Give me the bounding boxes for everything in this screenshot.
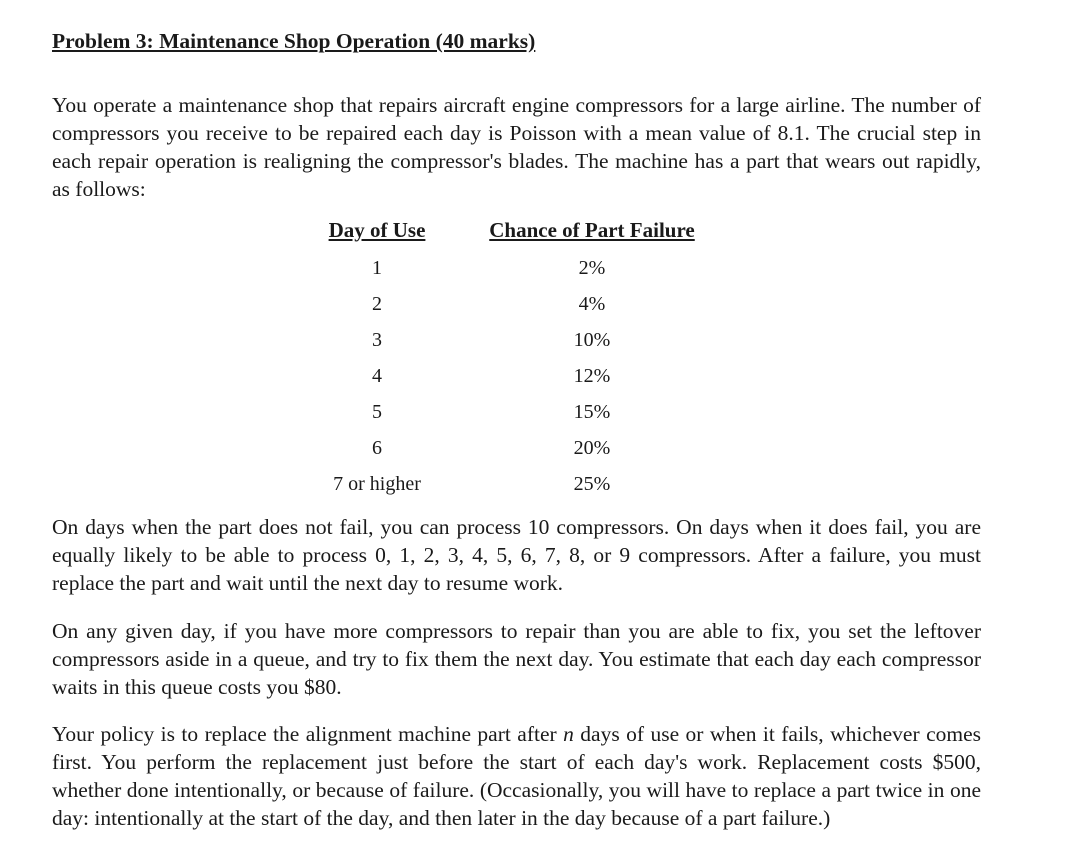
chance-cell: 4% — [578, 293, 606, 315]
header-day-of-use: Day of Use — [328, 218, 426, 242]
chance-cell: 20% — [573, 437, 611, 459]
policy-text-after: days of use or when it fails, whichever comes first. You perform the replacement just before the start of each day's work. Replacement costs $500, whether done intentionally, or because of failure. (Occasionally, you will have to replace a part twice in one day: intentionally at the start of the day, and then later in the day because of a part failure.) — [52, 722, 981, 830]
problem-title: Problem 3: Maintenance Shop Operation (40 marks) — [52, 29, 536, 53]
processing-paragraph: On days when the part does not fail, you can process 10 compressors. On days when it does fail, you are equally likely to be able to process 0, 1, 2, 3, 4, 5, 6, 7, 8, or 9 compressors. After a failure, you must replace the part and wait until the next day to resume work. — [52, 515, 981, 595]
chance-cell: 2% — [578, 257, 606, 279]
chance-cell: 15% — [573, 401, 611, 423]
day-cell: 3 — [372, 329, 382, 351]
variable-n: n — [563, 722, 574, 746]
policy-text-before: Your policy is to replace the alignment machine part after — [52, 722, 564, 746]
chance-cell: 25% — [573, 473, 611, 495]
chance-cell: 10% — [573, 329, 611, 351]
day-cell: 2 — [372, 293, 382, 315]
queue-cost-paragraph: On any given day, if you have more compressors to repair than you are able to fix, you set the leftover compressors aside in a queue, and try to fix them the next day. You estimate that each day each compressor waits in this queue costs you $80. — [52, 619, 981, 699]
day-cell: 7 or higher — [333, 473, 421, 495]
document-page — [52, 26, 981, 830]
chance-cell: 12% — [573, 365, 611, 387]
day-cell: 1 — [372, 257, 382, 279]
policy-paragraph — [52, 720, 981, 832]
day-cell: 5 — [372, 401, 382, 423]
header-chance-of-failure: Chance of Part Failure — [489, 218, 695, 242]
day-cell: 6 — [372, 437, 382, 459]
intro-paragraph: You operate a maintenance shop that repairs aircraft engine compressors for a large airline. The number of compressors you receive to be repaired each day is Poisson with a mean value of 8.1. The crucial step in each repair operation is realigning the compressor's blades. The machine has a part that wears out rapidly, as follows: — [52, 93, 981, 201]
day-cell: 4 — [372, 365, 382, 387]
